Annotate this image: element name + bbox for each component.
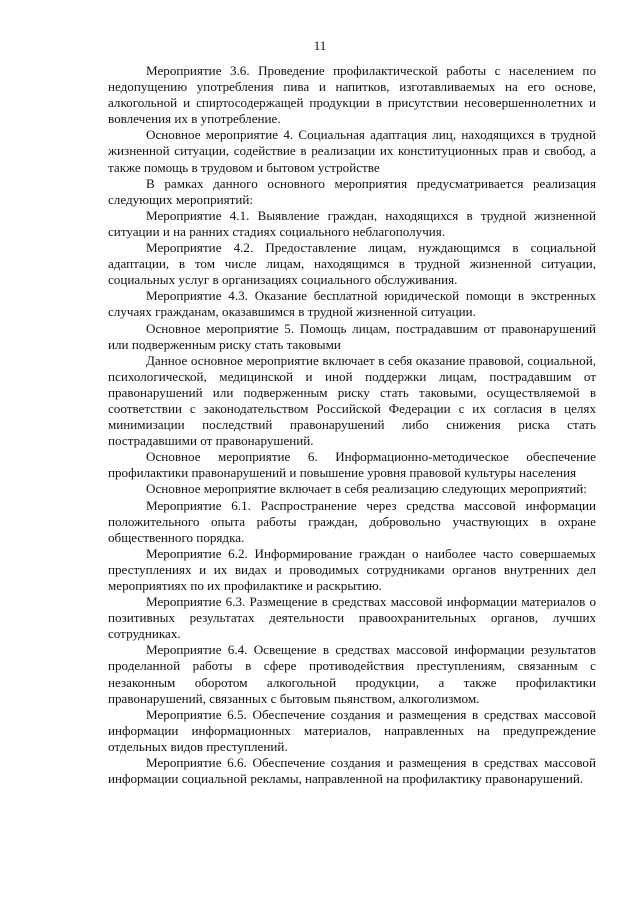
paragraph-main-measure-5: Основное мероприятие 5. Помощь лицам, пострадавшим от правонарушений или подверженным риску стать таковыми: [108, 320, 596, 352]
paragraph-main-measure-6: Основное мероприятие 6. Информационно-методическое обеспечение профилактики правонарушений и повышение уровня правовой культуры населения: [108, 449, 596, 481]
paragraph-measure-4-3: Мероприятие 4.3. Оказание бесплатной юридической помощи в экстренных случаях гражданам, оказавшимся в трудной жизненной ситуации.: [108, 288, 596, 320]
paragraph-measure-6-4: Мероприятие 6.4. Освещение в средствах массовой информации результатов проделанной работы в сфере противодействия преступлениям, связанным с незаконным оборотом алкогольной продукции, а также профилактики правонарушений, связанных с бытовым пьянством, алкоголизмом.: [108, 642, 596, 706]
paragraph-measure-6-1: Мероприятие 6.1. Распространение через средства массовой информации положительного опыта работы граждан, добровольно участвующих в охране общественного порядка.: [108, 497, 596, 545]
paragraph-main-measure-4: Основное мероприятие 4. Социальная адаптация лиц, находящихся в трудной жизненной ситуации, содействие в реализации их конституционных прав и свобод, а также помощь в трудовом и бытовом устройстве: [108, 127, 596, 175]
paragraph-measure-6-5: Мероприятие 6.5. Обеспечение создания и размещения в средствах массовой информации информационных материалов, направленных на предупреждение отдельных видов преступлений.: [108, 706, 596, 754]
page-number: 11: [313, 38, 327, 53]
paragraph-measure-4-2: Мероприятие 4.2. Предоставление лицам, нуждающимся в социальной адаптации, в том числе лицам, находящимся в трудной жизненной ситуации, социальных услуг в организациях социального обслуживания.: [108, 240, 596, 288]
paragraph-measure-6-6: Мероприятие 6.6. Обеспечение создания и размещения в средствах массовой информации социальной рекламы, направленной на профилактику правонарушений.: [108, 755, 596, 787]
paragraph-measure-4-1: Мероприятие 4.1. Выявление граждан, находящихся в трудной жизненной ситуации и на ранних стадиях социального неблагополучия.: [108, 207, 596, 239]
paragraph-measure-6-intro: Основное мероприятие включает в себя реализацию следующих мероприятий:: [146, 481, 587, 497]
document-body: [108, 63, 596, 787]
paragraph-measure-5-description: Данное основное мероприятие включает в себя оказание правовой, социальной, психологической, медицинской и иной поддержки лицам, пострадавшим от правонарушений или подверженным риску стать таковыми, осуществляемой в соответствии с законодательством Российской Федерации с их согласия в целях минимизации последствий правонарушений либо снижения риска стать пострадавшими от правонарушений.: [108, 352, 596, 449]
paragraph-measure-6-2: Мероприятие 6.2. Информирование граждан о наиболее часто совершаемых преступлениях и их видах и проводимых сотрудниками органов внутренних дел мероприятиях по их профилактике и раскрытию.: [108, 545, 596, 593]
paragraph-measure-6-3: Мероприятие 6.3. Размещение в средствах массовой информации материалов о позитивных результатах деятельности правоохранительных органов, лучших сотрудниках.: [108, 594, 596, 642]
paragraph-measure-4-intro: В рамках данного основного мероприятия предусматривается реализация следующих мероприятий:: [108, 175, 596, 207]
paragraph-measure-3-6: Мероприятие 3.6. Проведение профилактической работы с населением по недопущению употребления пива и напитков, изготавливаемых на его основе, алкогольной и спиртосодержащей продукции в присутствии несовершеннолетних и вовлечения их в употребление.: [108, 63, 596, 127]
